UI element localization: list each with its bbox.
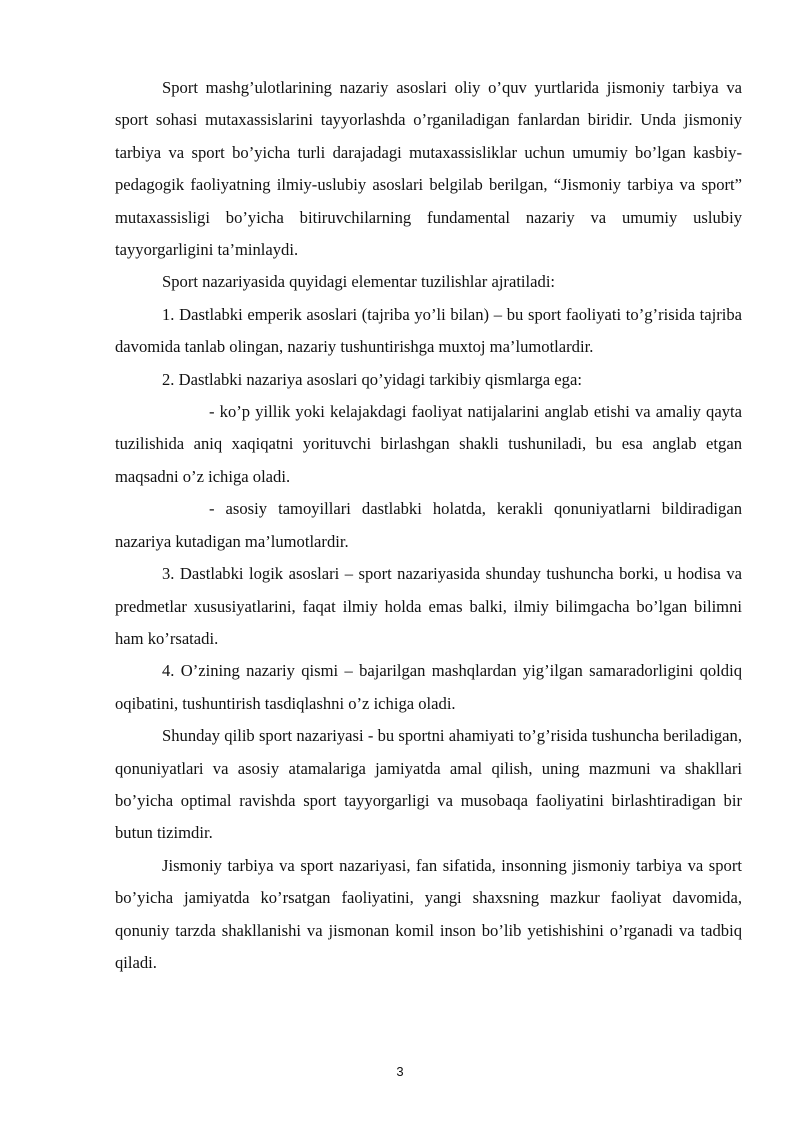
page-number: 3 xyxy=(396,1064,404,1079)
paragraph-dash-2: - asosiy tamoyillari dastlabki holatda, kerakli qonuniyatlarni bildiradigan nazariya kutadigan ma’lumotlardir. xyxy=(115,499,742,551)
paragraph-item-2: 2. Dastlabki nazariya asoslari qo’yidagi tarkibiy qismlarga ega: xyxy=(162,369,582,389)
paragraph-dash-1: - ko’p yillik yoki kelajakdagi faoliyat natijalarini anglab etishi va amaliy qayta tuzilishida aniq xaqiqatni yorituvchi birlashgan shakli tushuniladi, bu esa anglab etgan maqsadni o’z ichiga oladi. xyxy=(115,402,742,486)
paragraph-final: Jismoniy tarbiya va sport nazariyasi, fan sifatida, insonning jismoniy tarbiya va sport bo’yicha jamiyatda ko’rsatgan faoliyatini, yangi shaxsning mazkur faoliyat davomida, qonuniy tarzda shakllanishi va jismonan komil inson bo’lib yetishishini o’rganadi va tadbiq qiladi. xyxy=(115,855,742,972)
paragraph-item-3: 3. Dastlabki logik asoslari – sport nazariyasida shunday tushuncha borki, u hodisa va predmetlar xususiyatlarini, faqat ilmiy holda emas balki, ilmiy bilimgacha bo’lgan bilimni ham ko’rsatadi. xyxy=(115,564,742,648)
document-body xyxy=(115,72,742,979)
paragraph-item-1: 1. Dastlabki emperik asoslari (tajriba yo’li bilan) – bu sport faoliyati to’g’risida tajriba davomida tanlab olingan, nazariy tushuntirishga muxtoj ma’lumotlardir. xyxy=(115,304,742,357)
paragraph-item-4: 4. O’zining nazariy qismi – bajarilgan mashqlardan yig’ilgan samaradorligini qoldiq oqibatini, tushuntirish tasdiqlashni o’z ichiga oladi. xyxy=(115,661,742,713)
paragraph-intro: Sport mashg’ulotlarining nazariy asoslari oliy o’quv yurtlarida jismoniy tarbiya va sport sohasi mutaxassislarini tayyorlashda o’rganiladigan fanlardan biridir. Unda jismoniy tarbiya va sport bo’yicha turli darajadagi mutaxassisliklar uchun umumiy bo’lgan kasbiy-pedagogik faoliyatning ilmiy-uslubiy asoslari belgilab berilgan, “Jismoniy tarbiya va sport” mutaxassisligi bo’yicha bitiruvchilarning fundamental nazariy va umumiy uslubiy tayyorgarligini ta’minlaydi. xyxy=(115,78,742,260)
paragraph-conclusion: Shunday qilib sport nazariyasi - bu sportni ahamiyati to’g’risida tushuncha beriladigan, qonuniyatlari va asosiy atamalariga jamiyatda amal qilish, uning mazmuni va shakllari bo’yicha optimal ravishda sport tayyorgarligi va musobaqa faoliyatini birlashtiradigan bir butun tizimdir. xyxy=(115,726,742,843)
paragraph-structures-heading: Sport nazariyasida quyidagi elementar tuzilishlar ajratiladi: xyxy=(162,272,556,292)
